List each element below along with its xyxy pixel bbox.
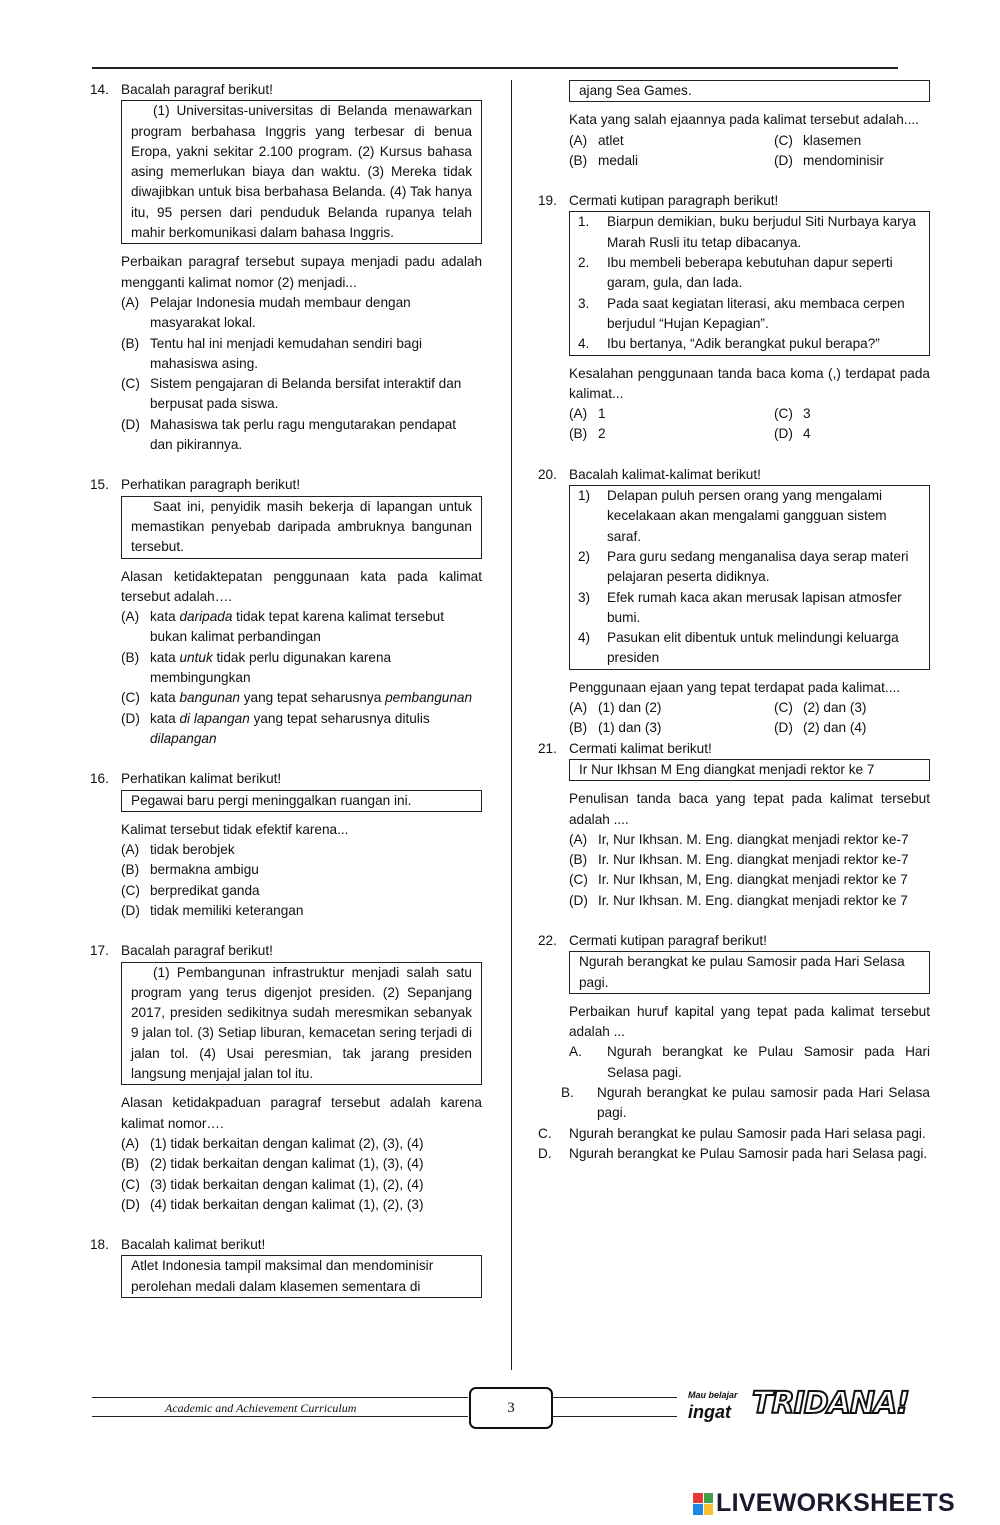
question-number: 16. <box>90 771 109 787</box>
sentence-item: 2) Para guru sedang menganalisa daya serap materi pelajaran peserta didiknya. <box>578 548 909 585</box>
logo-tridana: TRIDANA! <box>752 1386 909 1421</box>
watermark-text: LIVEWORKSHEETS <box>716 1489 955 1517</box>
options <box>569 131 930 172</box>
option-d[interactable]: (D) (4) tidak berkaitan dengan kalimat (1), (2), (3) <box>121 1196 424 1212</box>
passage-text: Ngurah berangkat ke pulau Samosir pada Hari Selasa pagi. <box>579 954 905 990</box>
passage-box <box>569 951 930 994</box>
question-number: 18. <box>90 1237 109 1253</box>
tridana-logo <box>688 1386 928 1426</box>
passage-text: (1) Universitas-universitas di Belanda menawarkan program berbahasa Inggris yang terbesar di benua Eropa, yakni sekitar 2.100 program. (2) Kursus bahasa asing memerlukan biaya dan waktu. (3) Mereka tidak diwajibkan untuk bisa berbahasa Belanda. (4) Tak hanya itu, 95 persen dari penduduk Belanda rupanya telah mahir berkomunikasi dalam bahasa Inggris. <box>131 103 472 241</box>
right-column <box>538 80 930 1184</box>
question-stem: Penulisan tanda baca yang tepat pada kalimat tersebut adalah .... <box>569 791 930 827</box>
question-title: Perhatikan paragraph berikut! <box>121 477 301 493</box>
option-d[interactable]: (D) kata di lapangan yang tepat seharusnya ditulis dilapangan <box>121 710 430 746</box>
question-number: 14. <box>90 82 109 97</box>
sentence-item: 3. Pada saat kegiatan literasi, aku membaca cerpen berjudul “Hujan Kepagian”. <box>578 295 905 331</box>
question-number: 15. <box>90 477 109 493</box>
question-21 <box>538 739 930 911</box>
options <box>569 830 930 911</box>
page-number: 3 <box>469 1387 553 1429</box>
option-d[interactable]: (D) Ir. Nur Ikhsan. M. Eng. diangkat menjadi rektor ke 7 <box>569 892 908 908</box>
option-b[interactable]: B. Ngurah berangkat ke pulau samosir pada Hari Selasa pagi. <box>561 1085 930 1121</box>
sentence-item: 3) Efek rumah kaca akan merusak lapisan atmosfer bumi. <box>578 589 902 625</box>
left-column <box>90 80 482 1318</box>
question-18 <box>90 1235 482 1298</box>
options <box>569 698 930 739</box>
option-d[interactable]: (D) tidak memiliki keterangan <box>121 902 304 918</box>
icon-square <box>693 1504 703 1515</box>
question-title: Cermati kalimat berikut! <box>569 740 712 756</box>
sentence-item: 4. Ibu bertanya, “Adik berangkat pukul berapa?” <box>578 336 880 352</box>
sentence-item: 2. Ibu membeli beberapa kebutuhan dapur seperti garam, gula, dan lada. <box>578 255 893 291</box>
passage-text: Ir Nur Ikhsan M Eng diangkat menjadi rektor ke 7 <box>579 761 875 777</box>
option-d[interactable]: (D) 4 <box>774 426 811 442</box>
question-number: 20. <box>538 466 557 482</box>
column-divider <box>511 80 512 1370</box>
question-20 <box>538 465 930 739</box>
option-b[interactable]: (B) kata untuk tidak perlu digunakan karena membingungkan <box>121 649 392 686</box>
options <box>121 1134 482 1215</box>
option-d[interactable]: D. Ngurah berangkat ke Pulau Samosir pada hari Selasa pagi. <box>538 1145 928 1161</box>
question-18-continued <box>538 80 930 171</box>
question-stem: Penggunaan ejaan yang tepat terdapat pada kalimat.... <box>569 679 901 695</box>
question-title: Bacalah paragraf berikut! <box>121 943 273 959</box>
option-c[interactable]: (C) Ir. Nur Ikhsan, M, Eng. diangkat menjadi rektor ke 7 <box>569 872 908 888</box>
liveworksheets-watermark <box>693 1489 955 1518</box>
option-a[interactable]: (A) (1) dan (2) <box>569 700 662 716</box>
question-number: 17. <box>90 943 109 959</box>
option-a[interactable]: (A) atlet <box>569 132 624 148</box>
numbered-sentences-box <box>569 211 930 355</box>
option-b[interactable]: (B) Ir. Nur Ikhsan. M. Eng. diangkat menjadi rektor ke-7 <box>569 852 909 868</box>
question-number: 22. <box>538 932 557 948</box>
question-22 <box>538 931 930 1164</box>
option-b[interactable]: (B) 2 <box>569 426 606 442</box>
question-14 <box>90 80 482 455</box>
passage-text: Atlet Indonesia tampil maksimal dan mendominisir perolehan medali dalam klasemen sementara di <box>131 1258 434 1294</box>
passage-box <box>121 962 482 1086</box>
icon-square <box>704 1493 714 1504</box>
passage-text: ajang Sea Games. <box>579 83 692 98</box>
passage-text: Pegawai baru pergi meninggalkan ruangan ini. <box>131 792 412 808</box>
option-c[interactable]: (C) Sistem pengajaran di Belanda bersifat interaktif dan berpusat pada siswa. <box>121 376 462 412</box>
option-c[interactable]: (C) 3 <box>774 406 811 422</box>
question-stem: Perbaikan huruf kapital yang tepat pada kalimat tersebut adalah ... <box>569 1003 930 1040</box>
question-16 <box>90 769 482 921</box>
option-a[interactable]: A. Ngurah berangkat ke Pulau Samosir pada Hari Selasa pagi. <box>569 1044 930 1080</box>
passage-box <box>121 496 482 559</box>
sentence-item: 4) Pasukan elit dibentuk untuk melindungi keluarga presiden <box>578 630 899 666</box>
option-b[interactable]: (B) (1) dan (3) <box>569 720 662 736</box>
question-17 <box>90 941 482 1215</box>
icon-square <box>704 1504 714 1515</box>
option-b[interactable]: (B) Tentu hal ini menjadi kemudahan sendiri bagi mahasiswa asing. <box>121 335 423 371</box>
footer-rule <box>92 1397 468 1398</box>
option-c[interactable]: C. Ngurah berangkat ke pulau Samosir pada Hari selasa pagi. <box>538 1125 926 1141</box>
passage-box <box>121 100 482 244</box>
question-title: Cermati kutipan paragraf berikut! <box>569 932 767 948</box>
icon-square <box>693 1493 703 1504</box>
question-stem: Kalimat tersebut tidak efektif karena... <box>121 821 349 837</box>
question-15 <box>90 475 482 749</box>
options <box>121 607 482 749</box>
option-d[interactable]: (D) Mahasiswa tak perlu ragu mengutarakan pendapat dan pikirannya. <box>121 416 457 453</box>
logo-tagline: Mau belajar <box>688 1390 738 1400</box>
sentence-item: 1) Delapan puluh persen orang yang mengalami kecelakaan akan mengalami gangguan sistem saraf. <box>578 488 887 544</box>
question-stem: Perbaikan paragraf tersebut supaya menjadi padu adalah mengganti kalimat nomor (2) menjadi... <box>121 254 482 290</box>
passage-text: (1) Pembangunan infrastruktur menjadi salah satu program yang terus digenjot presiden. (2) Sepanjang 2017, presiden sedikitnya sudah meresmikan sebanyak 9 jalan tol. (3) Setiap liburan, kemacetan sering terjadi di jalan tol. (4) Usai peresmian, tak jarang presiden langsung menjajal jalan tol itu. <box>131 964 472 1082</box>
passage-box <box>121 1255 482 1298</box>
option-b[interactable]: (B) (2) tidak berkaitan dengan kalimat (1), (3), (4) <box>121 1156 424 1172</box>
options <box>569 404 930 445</box>
option-c[interactable]: (C) (3) tidak berkaitan dengan kalimat (1), (2), (4) <box>121 1176 424 1192</box>
passage-text: Saat ini, penyidik masih bekerja di lapangan untuk memastikan penyebab daripada ambruknya bangunan tersebut. <box>131 498 472 555</box>
question-stem: Kesalahan penggunaan tanda baca koma (,) terdapat pada kalimat... <box>569 365 930 401</box>
footer-rule <box>92 1416 468 1417</box>
option-c[interactable]: (C) berpredikat ganda <box>121 882 260 898</box>
header-rule <box>92 67 898 69</box>
question-title: Bacalah kalimat-kalimat berikut! <box>569 466 761 482</box>
option-a[interactable]: (A) kata daripada tidak tepat karena kalimat tersebut bukan kalimat perbandingan <box>121 609 444 645</box>
question-stem: Alasan ketidakpaduan paragraf tersebut adalah karena kalimat nomor…. <box>121 1095 482 1131</box>
option-a[interactable]: (A) tidak berobjek <box>121 842 235 858</box>
footer-curriculum: Academic and Achievement Curriculum <box>165 1401 357 1415</box>
options <box>121 293 482 455</box>
option-c[interactable]: (C) kata bangunan yang tepat seharusnya pembangunan <box>121 690 473 706</box>
question-number: 21. <box>538 740 557 756</box>
option-a[interactable]: (A) 1 <box>569 406 606 422</box>
logo-ingat: ingat <box>688 1402 731 1422</box>
question-number: 19. <box>538 193 557 209</box>
option-c[interactable]: (C) klasemen <box>774 132 862 148</box>
question-stem: Alasan ketidaktepatan penggunaan kata pada kalimat tersebut adalah…. <box>121 568 482 604</box>
passage-box <box>121 790 482 812</box>
question-title: Perhatikan kalimat berikut! <box>121 771 282 787</box>
option-d[interactable]: (D) (2) dan (4) <box>774 720 867 736</box>
question-19 <box>538 191 930 445</box>
footer-rule <box>552 1416 677 1417</box>
option-b[interactable]: (B) bermakna ambigu <box>121 862 259 878</box>
sentence-item: 1. Biarpun demikian, buku berjudul Siti Nurbaya karya Marah Rusli itu tetap dibacanya. <box>578 214 917 250</box>
options <box>121 840 482 921</box>
question-title: Cermati kutipan paragraph berikut! <box>569 193 779 209</box>
passage-box <box>569 759 930 781</box>
option-d[interactable]: (D) mendominisir <box>774 152 884 168</box>
option-a[interactable]: (A) Ir, Nur Ikhsan. M. Eng. diangkat menjadi rektor ke-7 <box>569 831 909 847</box>
passage-box-continued <box>569 80 930 102</box>
option-a[interactable]: (A) (1) tidak berkaitan dengan kalimat (2), (3), (4) <box>121 1135 424 1151</box>
question-stem: Kata yang salah ejaannya pada kalimat tersebut adalah.... <box>569 112 919 128</box>
options <box>538 1042 930 1164</box>
numbered-sentences-box <box>569 485 930 670</box>
question-title: Bacalah kalimat berikut! <box>121 1237 266 1253</box>
liveworksheets-icon <box>693 1493 713 1515</box>
footer-rule <box>552 1397 677 1398</box>
option-b[interactable]: (B) medali <box>569 152 639 168</box>
option-c[interactable]: (C) (2) dan (3) <box>774 700 867 716</box>
option-a[interactable]: (A) Pelajar Indonesia mudah membaur dengan masyarakat lokal. <box>121 294 411 331</box>
question-title: Bacalah paragraf berikut! <box>121 82 273 97</box>
